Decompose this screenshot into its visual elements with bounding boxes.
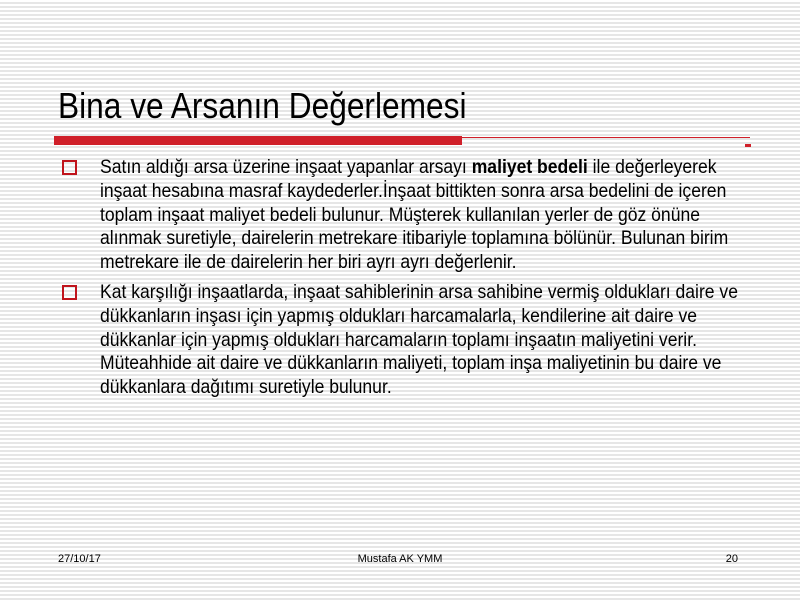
bullet-text-pre: Satın aldığı arsa üzerine inşaat yapanlar arsayı [100,156,472,178]
title-underline-tick [745,144,751,147]
hollow-square-icon [62,160,77,175]
bullet-list [62,156,762,406]
title-underline-thick [54,136,462,145]
bullet-text [100,156,748,275]
footer-author: Mustafa AK YMM [357,553,443,565]
slide-title: Bina ve Arsanın Değerlemesi [58,85,467,126]
bullet-text: Kat karşılığı inşaatlarda, inşaat sahiblerinin arsa sahibine vermiş oldukları daire ve dükkanların inşası için yapmış oldukları harcamalarla, kendilerine ait daire ve dükkanlar için yapmış oldukları harcamaların toplamı inşaatın maliyetini verir. Müteahhide ait daire ve dükkanların maliyeti, toplam inşa maliyetinin bu daire ve dükkanlara dağıtımı suretiyle bulunur. [100,280,738,399]
hollow-square-icon [62,285,77,300]
bullet-text-post: ile değerleyerek inşaat hesabına masraf kaydederler.İnşaat bittikten sonra arsa bedelini de içeren toplam inşaat maliyet bedeli bulunur. Müşterek kullanılan yerler de göz önüne alınmak suretiyle, dairelerin metrekare itibariyle toplamına bölünür. Bulunan birim metrekare ile de dairelerin her biri ayrı ayrı değerlenir. [100,156,729,274]
footer-page-number: 20 [725,553,738,565]
bullet-item [62,281,762,400]
bullet-item [62,156,762,275]
bullet-text-bold: maliyet bedeli [471,156,588,178]
title-underline-thin [462,137,750,138]
footer-date: 27/10/17 [58,553,101,565]
